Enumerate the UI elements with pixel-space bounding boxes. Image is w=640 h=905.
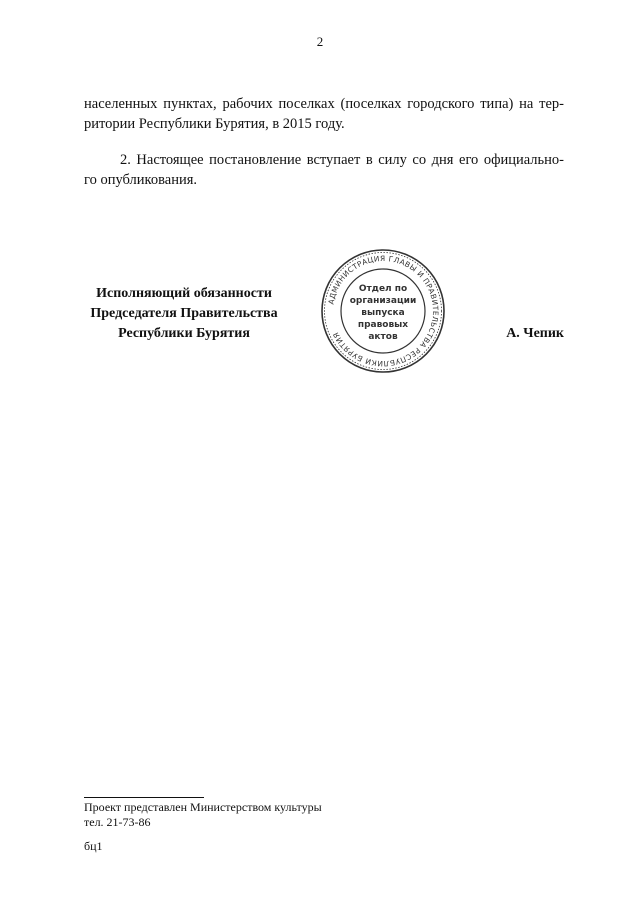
signature-title-line: Председателя Правительства (90, 306, 278, 321)
footnote-divider (84, 797, 204, 798)
paragraph-line: 2. Настоящее постановление вступает в силу со дня его официально- (120, 152, 564, 168)
paragraph-effective-date (84, 150, 564, 190)
signature-title-line: Исполняющий обязанности (96, 286, 272, 301)
paragraph-line: населенных пунктах, рабочих поселках (поселках городского типа) на тер- (84, 96, 564, 112)
signer-name: А. Чепик (506, 326, 564, 341)
paragraph-line: го опубликования. (84, 172, 198, 188)
stamp-center-line: выпуска (361, 308, 405, 318)
stamp-center-line: правовых (357, 320, 409, 330)
stamp-center-line: актов (368, 332, 398, 342)
official-stamp (318, 246, 448, 376)
signature-title-line: Республики Бурятия (118, 326, 250, 341)
footnote (84, 800, 322, 830)
footnote-line: тел. 21-73-86 (84, 815, 151, 829)
page-number: 2 (316, 34, 324, 49)
stamp-center-line: организации (349, 296, 417, 306)
stamp-center-line: Отдел по (358, 284, 408, 294)
document-code: бц1 (84, 839, 103, 853)
stamp-ring-text: АДМИНИСТРАЦИЯ ГЛАВЫ И ПРАВИТЕЛЬСТВА РЕСПУБЛИКИ БУРЯТИЯ (326, 253, 441, 369)
paragraph-line: ритории Республики Бурятия, в 2015 году. (84, 116, 345, 132)
footnote-line: Проект представлен Министерством культуры (84, 800, 322, 814)
signature-title (80, 284, 288, 344)
paragraph-territory (84, 94, 564, 134)
